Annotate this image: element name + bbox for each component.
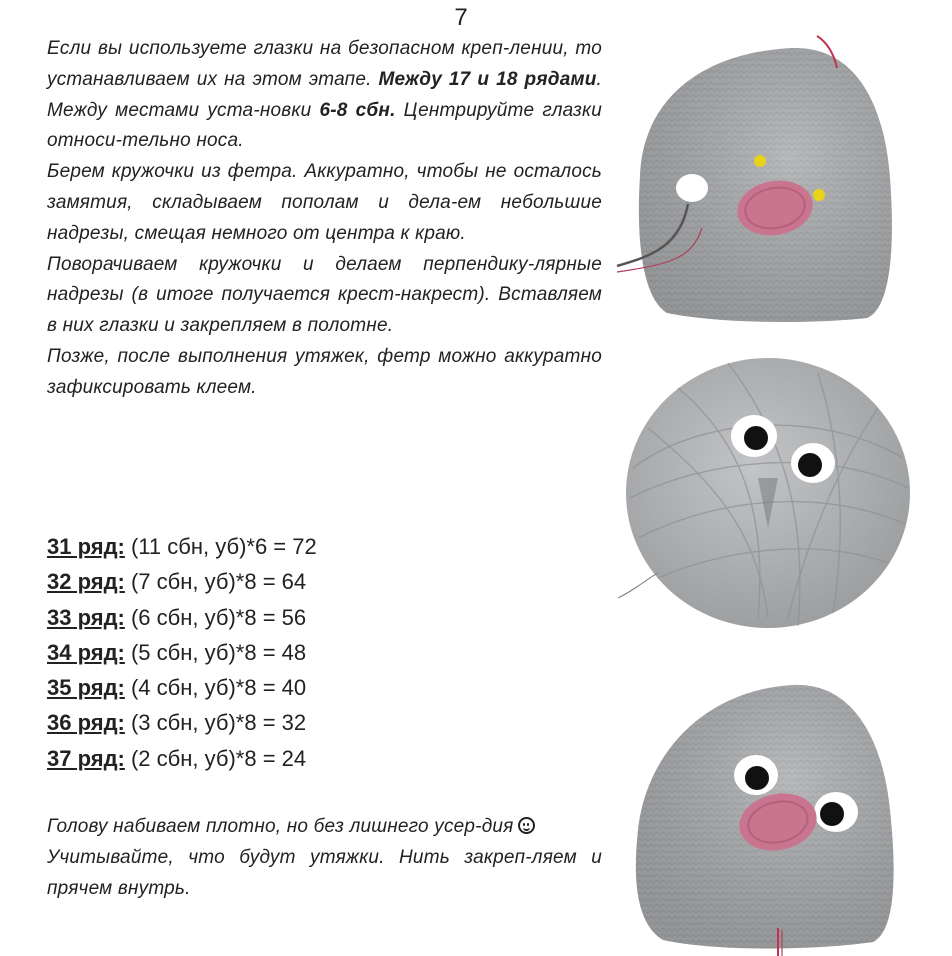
footer-text	[47, 812, 602, 904]
row-35	[47, 670, 602, 705]
paragraph-cross-cuts: Поворачиваем кружочки и делаем перпендику-лярные надрезы (в итоге получается крест-накрест). Вставляем в них глазки и закрепляем в полотне.	[47, 253, 602, 337]
row-37	[47, 741, 602, 776]
row-label: 31 ряд:	[47, 534, 125, 559]
photo-head-eyes	[618, 670, 918, 956]
bold-rows-between: Между 17 и 18 рядами	[378, 68, 597, 90]
row-34	[47, 635, 602, 670]
row-33	[47, 600, 602, 635]
paragraph-fasten: Учитывайте, что будут утяжки. Нить закреп-ляем и прячем внутрь.	[47, 846, 602, 899]
bold-stitch-count: 6-8 сбн.	[319, 99, 396, 121]
row-formula: (5 сбн, уб)*8 = 48	[124, 639, 307, 665]
smiley-icon	[518, 817, 535, 834]
text-segment: Голову набиваем плотно, но без лишнего усер-дия	[47, 816, 514, 837]
paragraph-stuffing	[47, 812, 602, 843]
row-label: 37 ряд:	[47, 745, 125, 771]
row-32	[47, 564, 602, 599]
row-formula: (11 сбн, уб)*6 = 72	[124, 534, 317, 559]
photo-yarn-ball	[618, 348, 918, 638]
text-segment: Центрируйте глазки относи-тельно носа.	[47, 99, 602, 152]
paragraph-felt-circles: Берем кружочки из фетра. Аккуратно, чтобы не осталось замятия, складываем пополам и дела-ем небольшие надрезы, смещая немного от центра к краю.	[47, 161, 602, 244]
page-number: 7	[454, 4, 468, 31]
row-31	[47, 529, 602, 564]
paragraph-glue: Позже, после выполнения утяжек, фетр можно аккуратно зафиксировать клеем.	[47, 345, 602, 398]
row-label: 33 ряд:	[47, 604, 125, 630]
row-36	[47, 705, 602, 740]
row-label: 34 ряд:	[47, 639, 125, 665]
row-formula: (7 сбн, уб)*8 = 64	[124, 569, 307, 595]
intro-text	[47, 34, 602, 404]
row-formula: (2 сбн, уб)*8 = 24	[124, 745, 307, 771]
text-segment: . Между местами уста-новки	[47, 68, 603, 121]
row-formula: (4 сбн, уб)*8 = 40	[124, 675, 307, 701]
text-segment: Если вы используете глазки на безопасном креп-лении, то устанавливаем их на этом этапе.	[47, 38, 602, 90]
photo-head-pins	[612, 28, 912, 328]
row-formula: (6 сбн, уб)*8 = 56	[124, 604, 307, 630]
row-instructions	[47, 529, 602, 776]
row-formula: (3 сбн, уб)*8 = 32	[124, 710, 307, 736]
row-label: 36 ряд:	[47, 710, 125, 736]
paragraph-safety-eyes	[47, 34, 602, 157]
row-label: 35 ряд:	[47, 675, 125, 701]
row-label: 32 ряд:	[47, 569, 125, 595]
